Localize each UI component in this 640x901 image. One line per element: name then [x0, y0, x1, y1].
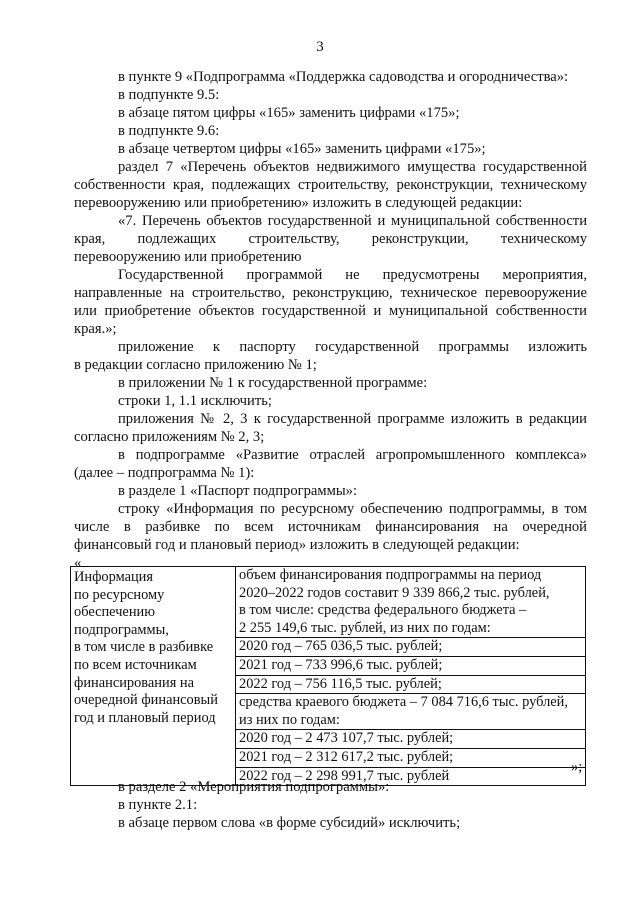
paragraph-line: в разделе 2 «Мероприятия подпрограммы»:: [118, 779, 390, 795]
value-line: 2 255 149,6 тыс. рублей, из них по годам:: [236, 620, 585, 639]
table-label-cell: [71, 567, 236, 786]
paragraph-line: раздел 7 «Перечень объектов недвижимого имущества государственной: [118, 159, 587, 175]
paragraph-line: согласно приложениям № 2, 3;: [74, 429, 265, 445]
paragraph-line: в абзаце четвертом цифры «165» заменить цифрами «175»;: [118, 141, 486, 157]
paragraph-line: направленные на строительство, реконструкцию, техническое перевооружение: [74, 285, 587, 301]
section-heading-line: перевооружению или приобретению: [74, 249, 302, 265]
paragraph-line: в абзаце пятом цифры «165» заменить цифрами «175»;: [118, 105, 460, 121]
paragraph-line: (далее – подпрограмма № 1):: [74, 465, 255, 481]
value-line: 2020–2022 годов составит 9 339 866,2 тыс. рублей,: [239, 584, 550, 601]
label-line: по всем источникам: [74, 656, 197, 673]
table-value-cell: [236, 567, 586, 786]
paragraph-line: в редакции согласно приложению № 1;: [74, 357, 317, 373]
paragraph-line: строку «Информация по ресурсному обеспечению подпрограммы, в том: [118, 501, 587, 517]
paragraph-line: перевооружению или приобретению» изложить в следующей редакции:: [74, 195, 523, 211]
label-line: по ресурсному: [74, 586, 165, 603]
paragraph-line: или приобретение объектов государственной и муниципальной собственности: [74, 303, 587, 319]
value-line: 2020 год – 2 473 107,7 тыс. рублей;: [236, 730, 585, 749]
label-line: в том числе в разбивке: [74, 639, 214, 656]
paragraph-line: собственности края, подлежащих строительству, реконструкции, техническому: [74, 177, 587, 193]
value-line: 2021 год – 2 312 617,2 тыс. рублей;: [236, 749, 585, 768]
table-row: [71, 567, 586, 786]
value-line: 2022 год – 756 116,5 тыс. рублей;: [236, 676, 585, 695]
label-line: финансирования на: [74, 674, 194, 691]
opening-quote: «: [74, 555, 82, 571]
value-line: 2021 год – 733 996,6 тыс. рублей;: [236, 657, 585, 676]
value-line: 2020 год – 765 036,5 тыс. рублей;: [236, 638, 585, 657]
paragraph-line: приложение к паспорту государственной программы изложить: [118, 339, 587, 355]
paragraph-line: финансовый год и плановый период» изложить в следующей редакции:: [74, 537, 520, 553]
label-line: год и плановый период: [74, 709, 216, 726]
paragraph-line: в пункте 9 «Подпрограмма «Поддержка садоводства и огородничества»:: [118, 69, 569, 85]
paragraph-line: Государственной программой не предусмотрены мероприятия,: [118, 267, 587, 283]
paragraph-line: в абзаце первом слова «в форме субсидий» исключить;: [118, 815, 461, 831]
value-line: объем финансирования подпрограммы на период: [239, 567, 542, 583]
paragraph-line: в приложении № 1 к государственной программе:: [118, 375, 428, 391]
paragraph-line: приложения № 2, 3 к государственной программе изложить в редакции: [118, 411, 587, 427]
paragraph-line: строки 1, 1.1 исключить;: [118, 393, 272, 409]
label-line: подпрограммы,: [74, 621, 169, 638]
label-line: обеспечению: [74, 604, 155, 621]
paragraph-line: в пункте 2.1:: [118, 797, 198, 813]
value-line: из них по годам:: [236, 712, 585, 731]
label-line: очередной финансовый: [74, 692, 218, 709]
paragraph-line: в подпрограмме «Развитие отраслей агропромышленного комплекса»: [118, 447, 587, 463]
page-number: 3: [316, 39, 324, 55]
funding-table: [70, 566, 586, 786]
paragraph-line: числе в разбивке по всем источникам финансирования на очередной: [74, 519, 587, 535]
value-line: в том числе: средства федерального бюджета –: [239, 602, 527, 619]
label-line: Информация: [74, 569, 154, 585]
paragraph-line: в подпункте 9.6:: [118, 123, 220, 139]
closing-quote: »;: [571, 759, 583, 775]
section-heading-line: края, подлежащих строительству, реконструкции, техническому: [74, 231, 587, 247]
paragraph-line: края.»;: [74, 321, 117, 337]
section-heading-line: «7. Перечень объектов государственной и муниципальной собственности: [118, 213, 587, 229]
value-line: средства краевого бюджета – 7 084 716,6 тыс. рублей,: [239, 694, 568, 711]
paragraph-line: в разделе 1 «Паспорт подпрограммы»:: [118, 483, 358, 499]
value-line: 2022 год – 2 298 991,7 тыс. рублей: [239, 767, 450, 784]
paragraph-line: в подпункте 9.5:: [118, 87, 220, 103]
